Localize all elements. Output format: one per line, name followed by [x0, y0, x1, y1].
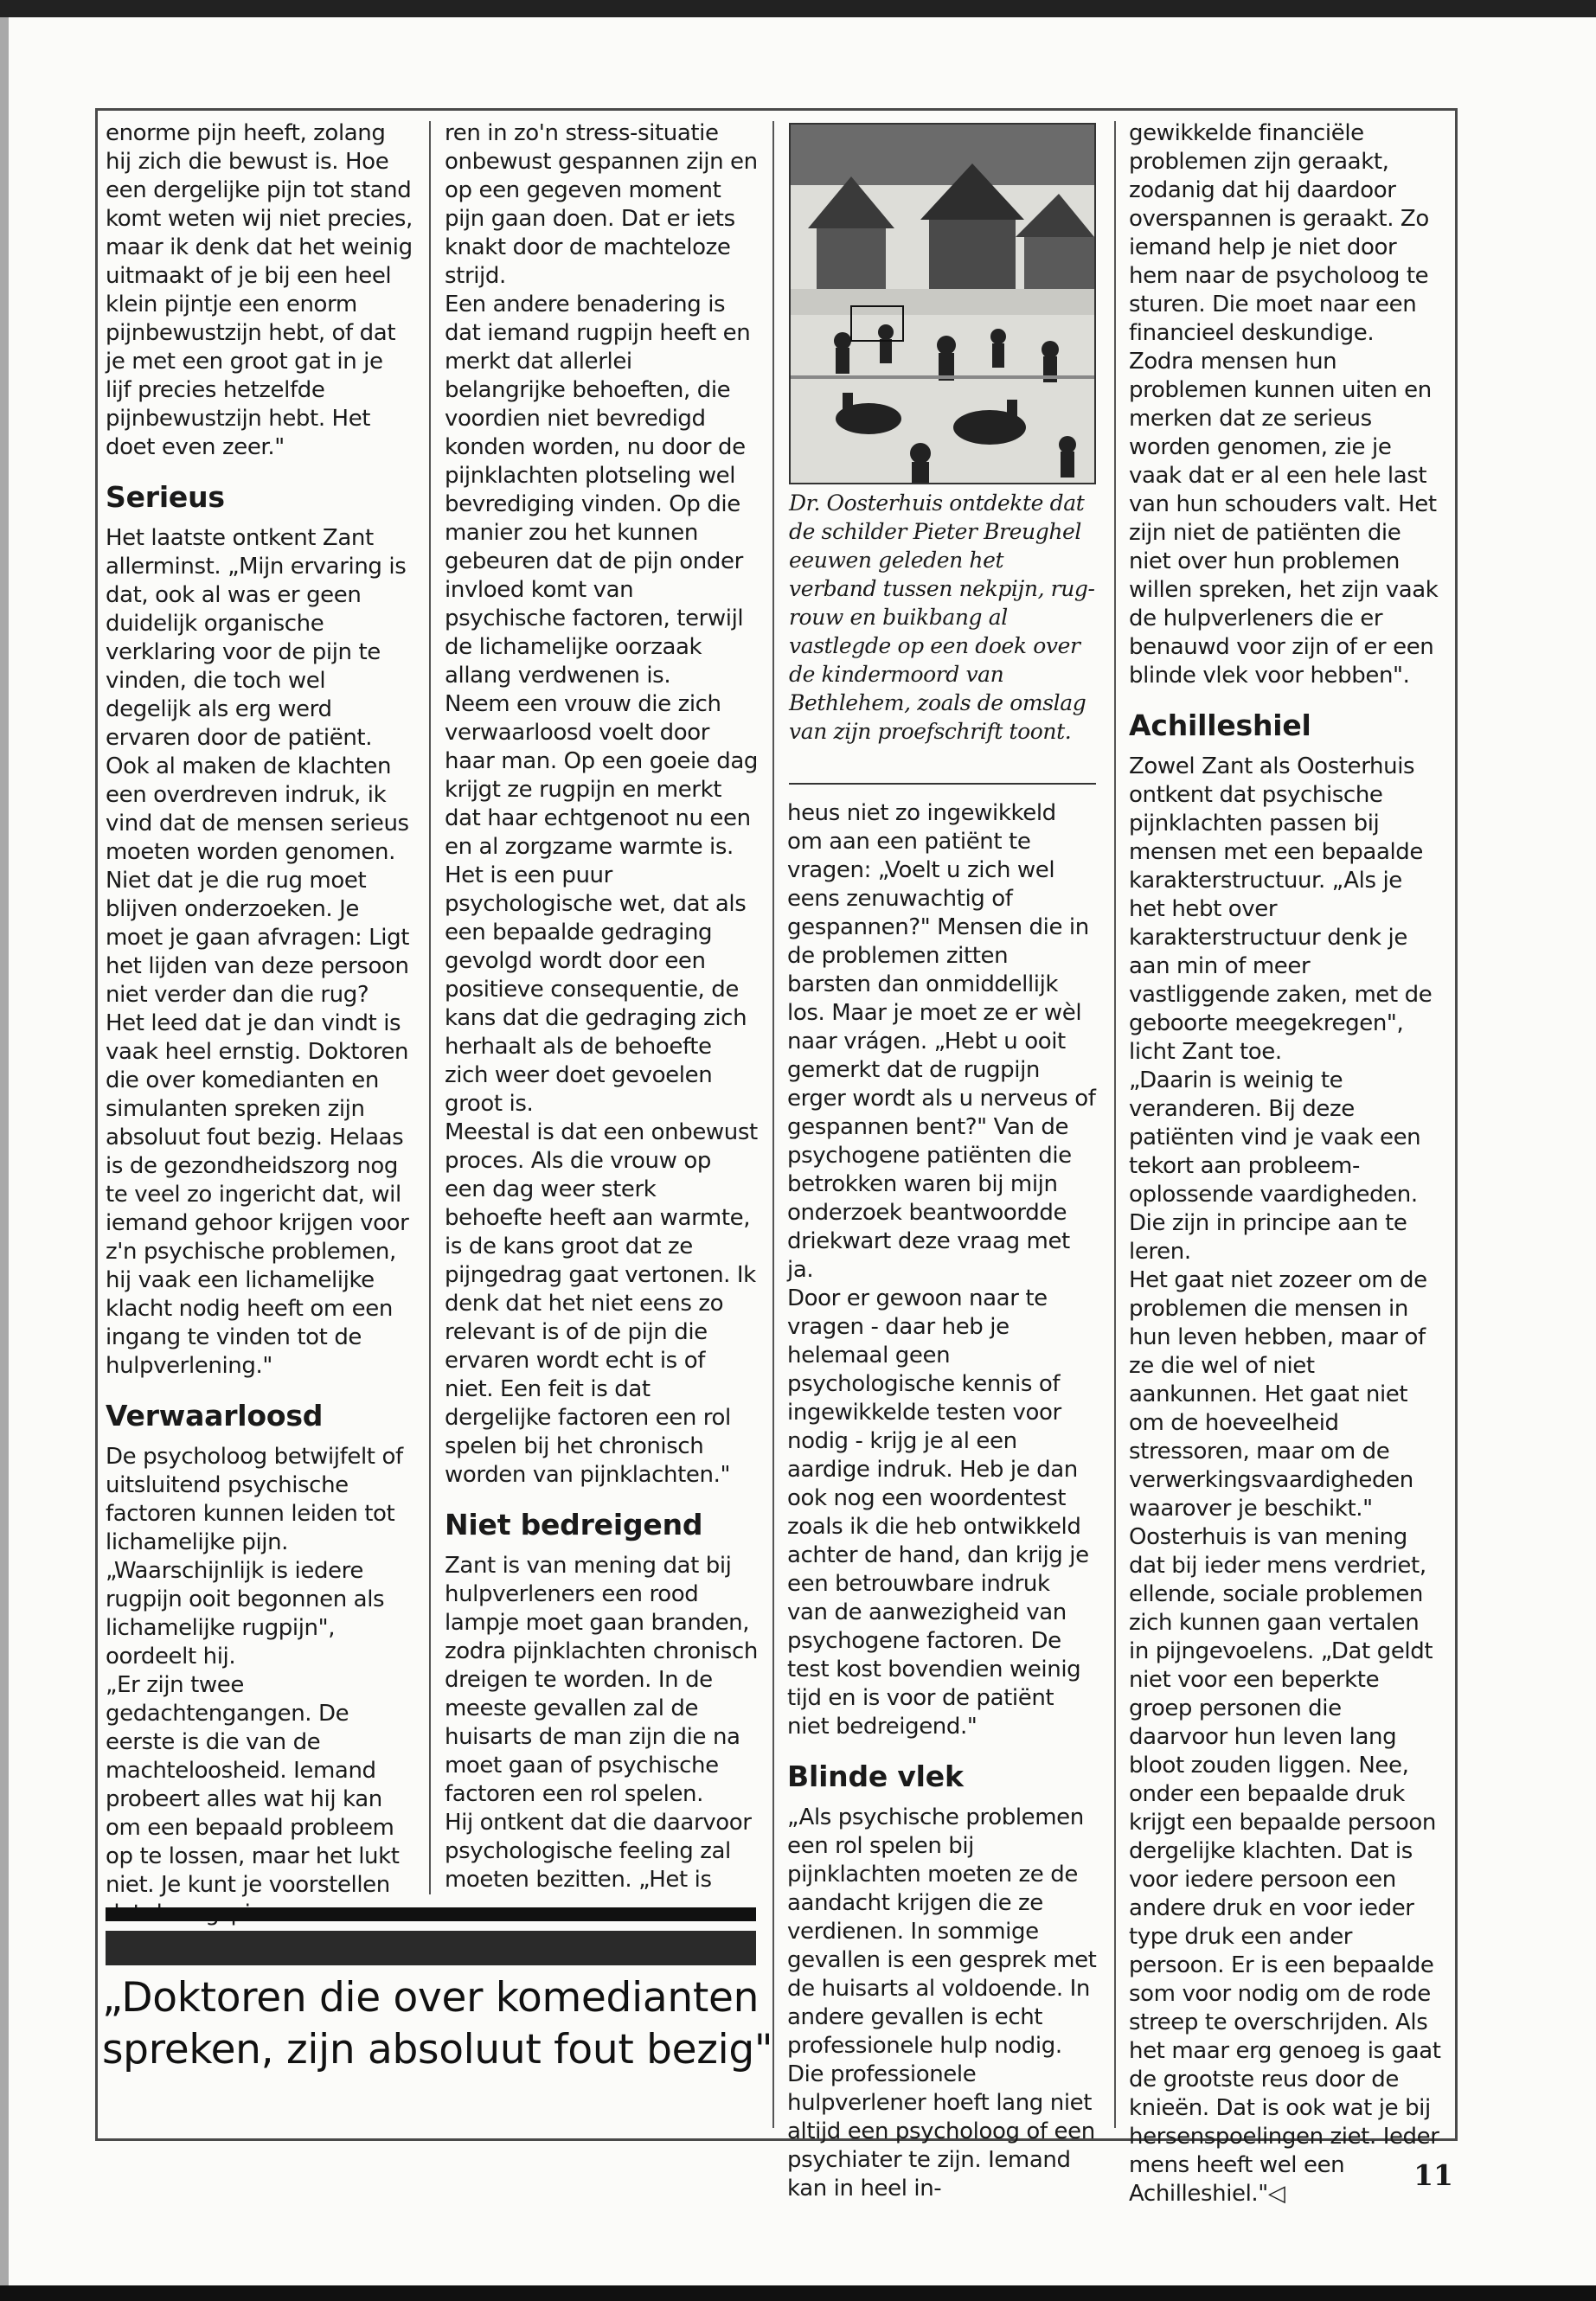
col4-ah-p2: „Daarin is weinig te veranderen. Bij deze patiënten vind je vaak een tekort aan probleem-oplossende vaardigheden. Die zijn in principe aan te leren.: [1129, 1067, 1421, 1265]
col1-verwaarloosd-p2: „Er zijn twee gedachtengangen. De eerste is die van de machteloosheid. Iemand probeert alles wat hij kan om een bepaald probleem op te lossen, maar het lukt niet. Je kunt je voorstellen: [106, 1672, 400, 1898]
col3-p2: Door er gewoon naar te vragen - daar heb je helemaal geen psychologische kennis of ingewikkelde testen voor nodig - krijg je al een aardige indruk. Heb je dan ook nog een woordentest zoals ik die heb ontwikkeld achter de hand, dan krijg je een betrouwbare indruk van de aanwezigheid van psychogene factoren. De test kost bovendien weinig tijd en is voor de patiënt niet bedreigend.": [787, 1285, 1089, 1740]
caption-rule: [789, 783, 1096, 785]
col1-serieus-p1: Het laatste ontkent Zant allerminst. „Mijn ervaring is dat, ook al was er geen duidelijk organische verklaring voor de pijn te vinden, die toch wel degelijk als erg werd ervaren door de patiënt. Ook al maken de klachten een overdreven indruk, ik vind dat de mensen serieus moeten worden genomen.: [106, 525, 409, 865]
column-rule-2: [772, 121, 774, 2128]
column-1: [106, 119, 413, 1906]
pull-quote: „Doktoren die over komedianten spreken, zijn absoluut fout bezig": [102, 1974, 773, 2073]
col2-nb-p1: Zant is van mening dat bij hulpverleners een rood lampje moet gaan branden, zodra pijnklachten chronisch dreigen te worden. In de meeste gevallen zal de huisarts de man zijn die na moet gaan of psychische factoren een rol spelen.: [445, 1553, 758, 1807]
col3-p1: heus niet zo ingewikkeld om aan een patiënt te vragen: „Voelt u zich wel eens zenuwachtig of gespannen?" Mensen die in de problemen zitten barsten dan onmiddellijk los. Maar je moet ze er wèl naar vrágen. „Hebt u ooit gemerkt dat de rugpijn erger wordt als u nerveus of gespannen bent?" Van de psychogene patiënten die betrokken waren bij mijn onderzoek beantwoordde driekwart deze vraag met ja.: [787, 800, 1096, 1283]
col3-bv-p1: „Als psychische problemen een rol spelen bij pijnklachten moeten ze de aandacht krijgen die ze verdienen. In sommige gevallen is een gesprek met de huisarts al voldoende. In andere gevallen is echt professionele hulp nodig. Die professionele hulpverlener hoeft lang niet altijd een psycholoog of een psychiater te zijn. Iemand kan in heel in-: [787, 1804, 1097, 2202]
column-rule-1: [429, 121, 431, 1894]
col4-p1: gewikkelde financiële problemen zijn geraakt, zodanig dat hij daardoor overspannen is geraakt. Zo iemand help je niet door hem naar de psycholoog te sturen. Die moet naar een financieel deskundige.: [1129, 120, 1429, 346]
breughel-painting-image: [789, 123, 1096, 484]
pull-quote-band: [106, 1931, 756, 1965]
col2-p4: Meestal is dat een onbewust proces. Als die vrouw op een dag weer sterk behoefte heeft aan warmte, is de kans groot dat ze pijngedrag gaat vertonen. Ik denk dat het niet eens zo relevant is of de pijn die ervaren wordt echt is of niet. Een feit is dat dergelijke factoren een rol spelen bij het chronisch worden van pijnklachten.": [445, 1119, 758, 1488]
heading-serieus: Serieus: [106, 480, 225, 514]
col4-ah-p3: Het gaat niet zozeer om de problemen die mensen in hun leven hebben, maar of ze die wel of niet aankunnen. Het gaat niet om de hoeveelheid stressoren, maar om de verwerkingsvaardigheden waarover je beschikt.": [1129, 1267, 1427, 1522]
col4-ah-p1: Zowel Zant als Oosterhuis ontkent dat psychische pijnklachten passen bij mensen met een bepaalde karakterstructuur. „Als je het hebt over karakterstructuur denk je aan min of meer vastliggende zaken, met de geboorte meegekregen", licht Zant toe.: [1129, 753, 1433, 1065]
col4-ah-p4: Oosterhuis is van mening dat bij ieder mens verdriet, ellende, sociale problemen zich kunnen gaan vertalen in pijngevoelens. „Dat geldt niet voor een beperkte groep personen die daarvoor hun leven lang bloot zouden liggen. Nee, onder een bepaalde druk krijgt een bepaalde persoon dergelijke klachten. Dat is voor iedere persoon een andere druk en voor ieder type druk een ander persoon. Er is een bepaalde som voor nodig om de rode streep te overschrijden. Als het maar erg genoeg is gaat de grootste reus door de knieën. Dat is ook wat je bij hersenspoelingen ziet. Ieder mens heeft wel een Achilleshiel."◁: [1129, 1524, 1441, 2207]
heading-blinde-vlek: Blinde vlek: [787, 1759, 964, 1793]
winter-village-scene-icon: [791, 125, 1094, 483]
column-2: [445, 119, 758, 1906]
scan-top-edge: [0, 0, 1596, 17]
pull-quote-rule-top: [106, 1907, 756, 1921]
col4-p2: Zodra mensen hun problemen kunnen uiten en merken dat ze serieus worden genomen, zie je vaak dat er al een hele last van hun schouders valt. Het zijn niet de patiënten die niet over hun problemen willen spreken, het zijn vaak de hulpverleners die er benauwd voor zijn of er een blinde vlek voor hebben".: [1129, 349, 1439, 689]
heading-achilleshiel: Achilleshiel: [1129, 708, 1311, 742]
scan-bottom-edge: [0, 2285, 1596, 2301]
col1-intro: enorme pijn heeft, zolang hij zich die bewust is. Hoe een dergelijke pijn tot stand komt weten wij niet precies, maar ik denk dat het weinig uitmaakt of je bij een heel klein pijntje een enorm pijnbewustzijn hebt, of dat je met een groot gat in je lijf precies hetzelfde pijnbewustzijn hebt. Het doet even zeer.": [106, 120, 413, 460]
heading-niet-bedreigend: Niet bedreigend: [445, 1508, 703, 1541]
image-caption: Dr. Oosterhuis ontdekte dat de schilder Pieter Breughel eeuwen geleden het verband tussen nekpijn, rug-rouw en buikbang al vastlegde op een doek over de kindermoord van Bethlehem, zoals de omslag van zijn proefschrift toont.: [789, 490, 1095, 744]
column-3: [787, 799, 1097, 2202]
col2-p2: Een andere benadering is dat iemand rugpijn heeft en merkt dat allerlei belangrijke behoeften, die voordien niet bevredigd konden worden, nu door de pijnklachten plotseling wel bevrediging vinden. Op die manier zou het kunnen gebeuren dat de pijn onder invloed komt van psychische factoren, terwijl de lichamelijke oorzaak allang verdwenen is.: [445, 292, 751, 689]
col1-serieus-p2: Niet dat je die rug moet blijven onderzoeken. Je moet je gaan afvragen: Ligt het lijden van deze persoon niet verder dan die rug? Het leed dat je dan vindt is vaak heel ernstig. Doktoren die over komedianten en simulanten spreken zijn absoluut fout bezig. Helaas is de gezondheidszorg nog te veel zo ingericht dat, wil iemand gehoor krijgen voor z'n psychische problemen, hij vaak een lichamelijke klacht nodig heeft om een ingang te vinden tot de hulpverlening.": [106, 868, 409, 1379]
col2-p3: Neem een vrouw die zich verwaarloosd voelt door haar man. Op een goeie dag krijgt ze rugpijn en merkt dat haar echtgenoot nu een en al zorgzame warmte is. Het is een puur psychologische wet, dat als een bepaalde gedraging gevolgd wordt door een positieve consequentie, de kans dat die gedraging zich herhaalt als de behoefte zich weer doet gevoelen groot is.: [445, 691, 758, 1117]
page-number: 11: [1413, 2158, 1453, 2192]
column-rule-3: [1114, 121, 1116, 2128]
heading-verwaarloosd: Verwaarloosd: [106, 1399, 324, 1433]
col2-p1: ren in zo'n stress-situatie onbewust gespannen zijn en op een gegeven moment pijn gaan doen. Dat er iets knakt door de machteloze strijd.: [445, 120, 758, 289]
col1-verwaarloosd-p1: De psycholoog betwijfelt of uitsluitend psychische factoren kunnen leiden tot lichamelijke pijn. „Waarschijnlijk is iedere rugpijn ooit begonnen als lichamelijke rugpijn", oordeelt hij.: [106, 1444, 403, 1670]
col2-nb-p2: Hij ontkent dat die daarvoor psychologische feeling zal moeten bezitten. „Het is: [445, 1810, 752, 1893]
